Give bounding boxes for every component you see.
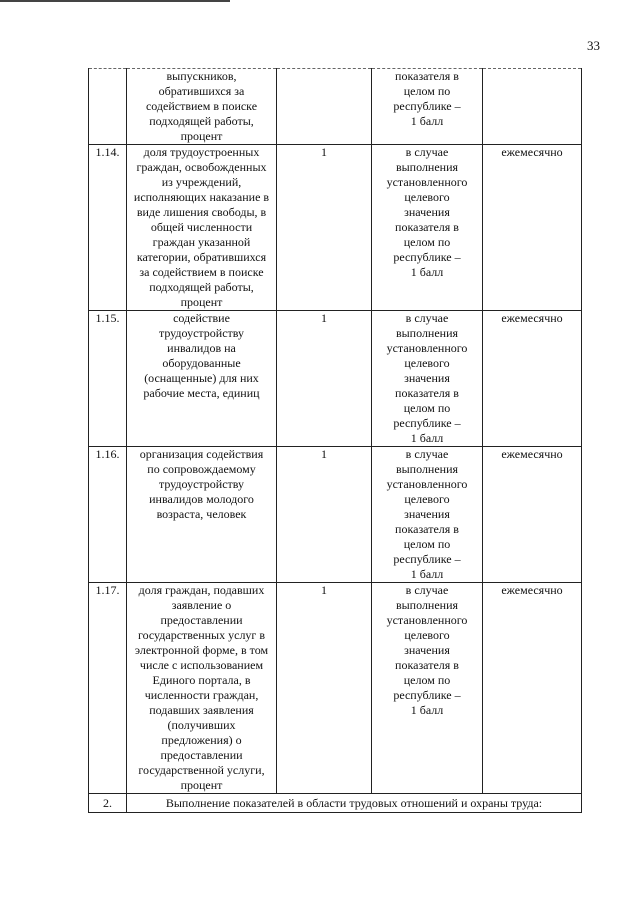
table-row-1-15 (89, 311, 582, 447)
scoring-condition: показателя в целом по республике – 1 балл (372, 69, 483, 145)
row-number: 1.14. (89, 145, 127, 311)
row-number (89, 69, 127, 145)
row-number: 1.16. (89, 447, 127, 583)
indicator-name: выпускников, обратившихся за содействием в поиске подходящей работы, процент (127, 69, 277, 145)
table-row-1-16 (89, 447, 582, 583)
indicators-table-body (89, 69, 582, 813)
table-row-1-17 (89, 583, 582, 794)
reporting-period: ежемесячно (483, 583, 582, 794)
reporting-period (483, 69, 582, 145)
indicator-name: доля трудоустроенных граждан, освобожденных из учреждений, исполняющих наказание в виде лишения свободы, в общей численности граждан указанной категории, обратившихся за содействием в поиске подходящей работы, процент (127, 145, 277, 311)
reporting-period: ежемесячно (483, 447, 582, 583)
table-row-continued (89, 69, 582, 145)
section-title: Выполнение показателей в области трудовых отношений и охраны труда: (127, 794, 582, 813)
row-number: 1.17. (89, 583, 127, 794)
page-number: 33 (587, 38, 600, 53)
indicator-weight: 1 (277, 447, 372, 583)
scoring-condition: в случае выполнения установленного целевого значения показателя в целом по республике – 1 балл (372, 447, 483, 583)
indicator-weight: 1 (277, 583, 372, 794)
scan-edge-mark (0, 0, 230, 2)
indicator-weight (277, 69, 372, 145)
indicator-weight: 1 (277, 145, 372, 311)
indicator-weight: 1 (277, 311, 372, 447)
scoring-condition: в случае выполнения установленного целевого значения показателя в целом по республике – 1 балл (372, 145, 483, 311)
indicator-name: организация содействия по сопровождаемому трудоустройству инвалидов молодого возраста, человек (127, 447, 277, 583)
row-number: 1.15. (89, 311, 127, 447)
scoring-condition: в случае выполнения установленного целевого значения показателя в целом по республике – 1 балл (372, 583, 483, 794)
reporting-period: ежемесячно (483, 311, 582, 447)
section-row-2 (89, 794, 582, 813)
table-row-1-14 (89, 145, 582, 311)
section-number: 2. (89, 794, 127, 813)
reporting-period: ежемесячно (483, 145, 582, 311)
indicator-name: содействие трудоустройству инвалидов на оборудованные (оснащенные) для них рабочие места, единиц (127, 311, 277, 447)
indicators-table (88, 68, 582, 813)
indicator-name: доля граждан, подавших заявление о предоставлении государственных услуг в электронной форме, в том числе с использованием Единого портала, в численности граждан, подавших заявления (получивших предложения) о предоставлении государственной услуги, процент (127, 583, 277, 794)
scoring-condition: в случае выполнения установленного целевого значения показателя в целом по республике – 1 балл (372, 311, 483, 447)
